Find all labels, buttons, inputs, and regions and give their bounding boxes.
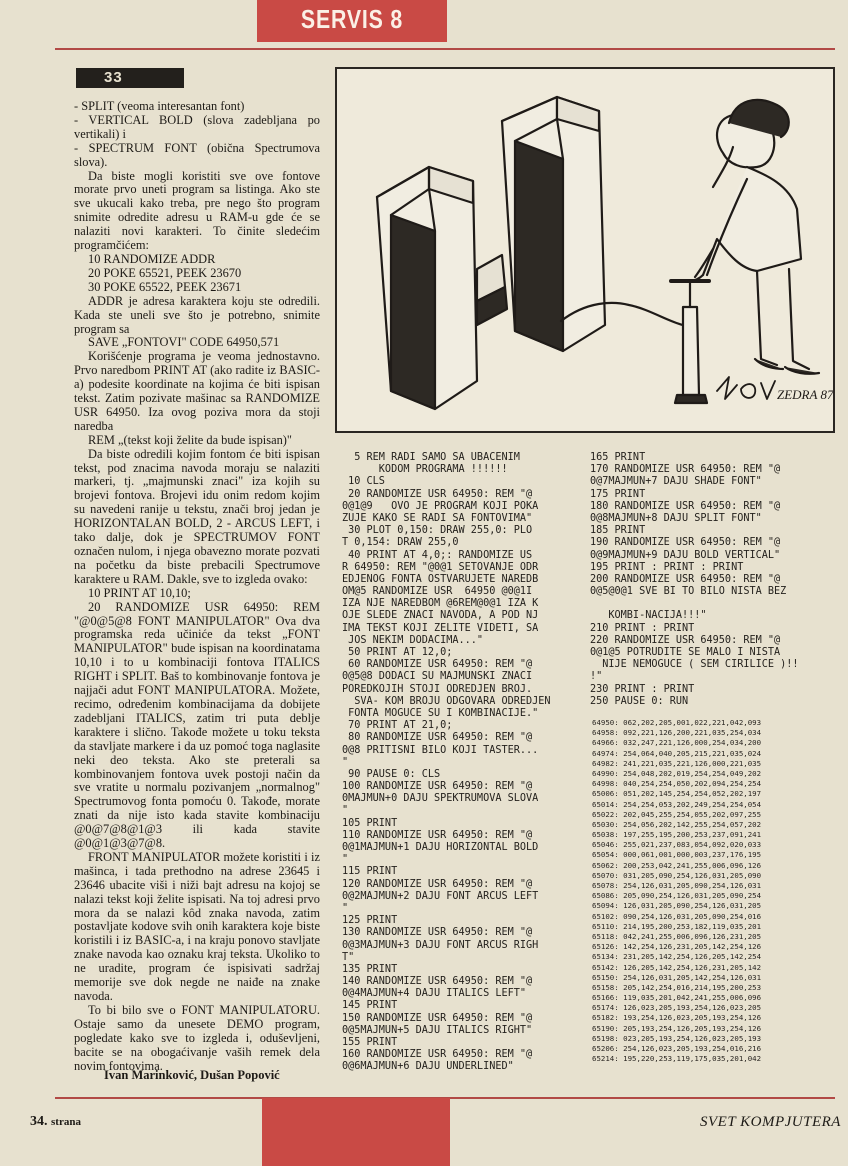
listing-line: 0@5@0@1 SVE BI TO BILO NISTA BEZ	[590, 586, 787, 598]
listing-line: KOMBI-NACIJA!!!"	[590, 610, 707, 622]
listing-line: OM@5 RANDOMIZE USR 64950 @0@1I	[342, 586, 533, 598]
section-number-badge: 33	[76, 68, 184, 88]
listing-line: 0@6MAJMUN+6 DAJU UNDERLINED"	[342, 1061, 514, 1073]
listing-line: 0@3MAJMUN+3 DAJU FONT ARCUS RIGH	[342, 939, 539, 951]
hex-dump-line: 65198: 023,205,193,254,126,023,205,193	[592, 1033, 762, 1043]
listing-line: 175 PRINT	[590, 488, 646, 500]
article-code-line: 10 RANDOMIZE ADDR	[88, 251, 216, 266]
article-code-line: REM „(tekst koji želite da bude ispisan)"	[88, 432, 292, 447]
listing-line: 170 RANDOMIZE USR 64950: REM "@	[590, 464, 781, 476]
hex-dump-line: 65166: 119,035,201,042,241,255,006,096	[592, 993, 762, 1003]
listing-line: 185 PRINT	[590, 525, 646, 537]
article-paragraph: Da biste odredili kojim fontom će biti ispisan tekst, pod znacima navoda moraju se nalaziti markeri, tj. „majmunski znaci" iza kojih su brojevi fontova. Brojevi idu onim redom kojim su navedeni ranije u tekstu, znači broj jedan je HORIZONTALAN BOLD, 2 - ARCUS LEFT, i tako dalje, dok je SPECTRUMOV FONT označen nulom, i njega obavezno morate pozvati na početku da biste prebacili Spectrumove karaktere u RAM. Dakle, sve to izgleda ovako:	[74, 446, 320, 586]
article-paragraph: Korišćenje programa je veoma jednostavno. Prvo naredbom PRINT AT (ako radite iz BASIC-a) podesite koordinate na kojima će biti ispisan tekst. Zatim pozivate mašinac sa RANDOMIZE USR 64950. Iza ovog poziva mora da stoji naredba	[74, 349, 320, 433]
hex-dump-line: 65006: 051,202,145,254,254,052,202,197	[592, 789, 762, 799]
article-paragraph: To bi bilo sve o FONT MANIPULATORU. Ostaje samo da unesete DEMO program, pogledate kako sve to izgleda i, oduševljeni, bacite se na obogaćivanje vaših remek dela novim fontovima.	[74, 1002, 320, 1073]
listing-line: FONTA MOGUCE SU I KOMBINACIJE."	[342, 707, 539, 719]
hex-dump-line: 65086: 205,090,254,126,031,205,090,254	[592, 891, 762, 901]
article-paragraph: FRONT MANIPULATOR možete koristiti i iz mašinca, i tada prethodno na adrese 23645 i 23646 ubacite viši i niži bajt adresu na kojoj se nalazi tekst koji želite ispisati. Na toj adresi prvo mora da se nalazi kôd znaka navoda, zatim postavljate kodove svih onih karaktera koje biste koristili i iz BASIC-a, i na kraju ponovo stavljate znake navoda kao oznaku kraj teksta. Ukoliko to ne uradite, program će ispisivati sadržaj memorije sve dok negde ne naiđe na znake navoda.	[74, 849, 320, 1003]
hex-dump-line: 65102: 090,254,126,031,205,090,254,016	[592, 911, 762, 921]
listing-line: 0@1@5 POTRUDITE SE MALO I NISTA	[590, 647, 781, 658]
listing-line: R 64950: REM "@0@1 SETOVANJE ODR	[342, 561, 539, 573]
article-code-line: 20 POKE 65521, PEEK 23670	[88, 265, 242, 280]
listing-line: 160 RANDOMIZE USR 64950: REM "@	[342, 1049, 533, 1061]
listing-line: 105 PRINT	[342, 817, 398, 829]
page-section-title: SERVIS 8	[300, 4, 404, 34]
listing-line: 125 PRINT	[342, 915, 398, 927]
listing-line: 130 RANDOMIZE USR 64950: REM "@	[342, 927, 533, 939]
hex-dump-line: 65190: 205,193,254,126,205,193,254,126	[592, 1023, 762, 1033]
listing-line: 80 RANDOMIZE USR 64950: REM "@	[342, 732, 533, 744]
hex-dump-line: 65062: 200,253,042,241,255,006,096,126	[592, 860, 762, 870]
page-number-value: 34.	[30, 1114, 48, 1129]
hex-dump-line: 65214: 195,220,253,119,175,035,201,042	[592, 1054, 762, 1064]
page-number-label: strana	[51, 1116, 81, 1128]
hex-dump-line: 65046: 255,021,237,083,054,092,020,033	[592, 840, 762, 850]
listing-line: T 0,154: DRAW 255,0	[342, 537, 459, 549]
listing-line: 60 RANDOMIZE USR 64950: REM "@	[342, 659, 533, 671]
listing-line: SVA- KOM BROJU ODGOVARA ODREDJEN	[342, 695, 551, 707]
hex-dump-line: 65070: 031,205,090,254,126,031,205,090	[592, 870, 762, 880]
listing-line: 115 PRINT	[342, 866, 398, 878]
listing-line	[590, 598, 835, 610]
listing-line: "	[342, 756, 349, 768]
listing-line: "	[342, 854, 349, 866]
hex-dump-line: 65158: 205,142,254,016,214,195,200,253	[592, 982, 762, 992]
listing-line: 145 PRINT	[342, 1000, 398, 1012]
listing-line: KODOM PROGRAMA !!!!!!	[342, 464, 508, 476]
basic-listing-column-right	[590, 452, 835, 708]
listing-line: 30 PLOT 0,150: DRAW 255,0: PLO	[342, 525, 533, 537]
listing-line: 165 PRINT	[590, 452, 646, 463]
hex-dump-line: 65014: 254,254,053,202,249,254,254,054	[592, 799, 762, 809]
listing-line: 20 RANDOMIZE USR 64950: REM "@	[342, 488, 533, 500]
cartoon-drawing	[337, 69, 833, 431]
hex-dump-line: 65078: 254,126,031,205,090,254,126,031	[592, 881, 762, 890]
article-paragraph: - SPECTRUM FONT (obična Spectrumova slova).	[74, 140, 320, 169]
listing-line: 0@2MAJMUN+2 DAJU FONT ARCUS LEFT	[342, 890, 539, 902]
listing-line: 0@8 PRITISNI BILO KOJI TASTER...	[342, 744, 539, 756]
hex-dump-listing	[592, 718, 835, 1064]
listing-line: 40 PRINT AT 4,0;: RANDOMIZE US	[342, 549, 533, 561]
listing-line: 180 RANDOMIZE USR 64950: REM "@	[590, 500, 781, 512]
basic-listing-column-left	[342, 452, 582, 1074]
listing-line: 50 PRINT AT 12,0;	[342, 647, 453, 658]
article-code-line: 30 POKE 65522, PEEK 23671	[88, 279, 242, 294]
article-paragraph: ADDR je adresa karaktera koju ste odredili. Kada ste uneli sve što je potrebno, snimite program sa	[74, 293, 320, 336]
listing-line: OJE SLEDE ZNACI NAVODA, A POD NJ	[342, 610, 539, 622]
hex-dump-line: 65110: 214,195,200,253,182,119,035,201	[592, 921, 762, 931]
listing-line: "	[342, 902, 349, 914]
page-number	[30, 1114, 81, 1130]
listing-line: T"	[342, 951, 355, 963]
listing-line: NIJE NEMOGUCE ( SEM CIRILICE )!!	[590, 659, 799, 671]
listing-line: 210 PRINT : PRINT	[590, 622, 695, 634]
header-rule	[55, 48, 835, 50]
listing-line: 150 RANDOMIZE USR 64950: REM "@	[342, 1012, 533, 1024]
article-paragraph: - VERTICAL BOLD (slova zadebljana po vertikali) i	[74, 112, 320, 141]
hex-dump-line: 64990: 254,048,202,019,254,254,049,202	[592, 768, 762, 778]
listing-line: EDJENOG FONTA OSTVARUJETE NAREDB	[342, 573, 539, 585]
listing-line: 100 RANDOMIZE USR 64950: REM "@	[342, 781, 533, 793]
hex-dump-line: 65142: 126,205,142,254,126,231,205,142	[592, 962, 762, 972]
hex-dump-line: 65150: 254,126,031,205,142,254,126,031	[592, 972, 762, 982]
listing-line: JOS NEKIM DODACIMA..."	[342, 634, 484, 646]
magazine-title: SVET KOMPJUTERA	[700, 1114, 841, 1130]
article-paragraph: - SPLIT (veoma interesantan font)	[74, 99, 245, 113]
listing-line: 70 PRINT AT 21,0;	[342, 720, 453, 732]
hex-dump-line: 65038: 197,255,195,200,253,237,091,241	[592, 830, 762, 840]
hex-dump-line: 65118: 042,241,255,006,096,126,231,205	[592, 931, 762, 941]
listing-line: 0MAJMUN+0 DAJU SPEKTRUMOVA SLOVA	[342, 793, 539, 805]
hex-dump-line: 65030: 254,056,202,142,255,254,057,202	[592, 819, 762, 829]
listing-line: 190 RANDOMIZE USR 64950: REM "@	[590, 537, 781, 549]
hex-dump-line: 65206: 254,126,023,205,193,254,016,216	[592, 1044, 762, 1053]
hex-dump-line: 65022: 202,045,255,254,055,202,097,255	[592, 809, 762, 819]
listing-line: 140 RANDOMIZE USR 64950: REM "@	[342, 976, 533, 988]
listing-line: 155 PRINT	[342, 1037, 398, 1048]
listing-line: 90 PAUSE 0: CLS	[342, 768, 441, 780]
hex-dump-line: 64974: 254,064,040,205,215,221,035,024	[592, 748, 762, 758]
hex-dump-line: 65134: 231,205,142,254,126,205,142,254	[592, 952, 762, 962]
article-paragraph: Da biste mogli koristiti sve ove fontove morate prvo uneti program sa listinga. Ako ste sve ukucali kako treba, pre nego što program snimite odredite adresu u RAM-u gde će se nalaziti novi karakteri. To činite sledećim programčićem:	[74, 168, 320, 253]
listing-line: 0@1MAJMUN+1 DAJU HORIZONTAL BOLD	[342, 842, 539, 853]
footer-band	[262, 1098, 450, 1166]
listing-line: 0@8MAJMUN+8 DAJU SPLIT FONT"	[590, 512, 762, 524]
listing-line: 230 PRINT : PRINT	[590, 683, 695, 695]
listing-line: 5 REM RADI SAMO SA UBACENIM	[342, 452, 520, 463]
article-body	[74, 100, 320, 1073]
hex-dump-line: 64982: 241,221,035,221,126,000,221,035	[592, 758, 762, 768]
hex-dump-line: 64958: 092,221,126,200,221,035,254,034	[592, 728, 762, 738]
listing-line: 110 RANDOMIZE USR 64950: REM "@	[342, 829, 533, 841]
listing-line: ZUJE KAKO SE RADI SA FONTOVIMA"	[342, 512, 533, 524]
listing-line: 200 RANDOMIZE USR 64950: REM "@	[590, 573, 781, 585]
listing-line: 135 PRINT	[342, 963, 398, 975]
listing-line: 0@4MAJMUN+4 DAJU ITALICS LEFT"	[342, 988, 527, 1000]
listing-line: 220 RANDOMIZE USR 64950: REM "@	[590, 634, 781, 646]
listing-line: IZA NJE NAREDBOM @6REM@0@1 IZA K	[342, 598, 539, 610]
cartoon-illustration	[335, 67, 835, 433]
hex-dump-line: 65094: 126,031,205,090,254,126,031,205	[592, 901, 762, 911]
listing-line: !"	[590, 671, 603, 683]
illustration-signature: ZEDRA 87	[777, 387, 833, 402]
listing-line: 120 RANDOMIZE USR 64950: REM "@	[342, 878, 533, 890]
hex-dump-line: 65182: 193,254,126,023,205,193,254,126	[592, 1013, 762, 1023]
listing-line: 0@5MAJMUN+5 DAJU ITALICS RIGHT"	[342, 1024, 533, 1036]
listing-line: 0@9MAJMUN+9 DAJU BOLD VERTICAL"	[590, 549, 781, 561]
listing-line: "	[342, 805, 349, 817]
listing-line: 250 PAUSE 0: RUN	[590, 695, 689, 707]
listing-line: 195 PRINT : PRINT : PRINT	[590, 561, 744, 573]
hex-dump-line: 65126: 142,254,126,231,205,142,254,126	[592, 942, 762, 952]
listing-line: 0@1@9 OVO JE PROGRAM KOJI POKA	[342, 500, 539, 512]
article-code-line: 10 PRINT AT 10,10;	[88, 585, 191, 600]
hex-dump-line: 64966: 032,247,221,126,000,254,034,200	[592, 738, 762, 748]
listing-line: 0@5@8 DODACI SU MAJMUNSKI ZNACI	[342, 671, 533, 683]
hex-dump-line: 65054: 000,061,001,000,003,237,176,195	[592, 850, 762, 860]
hex-dump-line: 64950: 062,202,205,001,022,221,042,093	[592, 718, 762, 727]
listing-line: POREDKOJIH STOJI ODREDJEN BROJ.	[342, 683, 533, 695]
listing-line: IMA TEKST KOJI ZELITE VIDETI, SA	[342, 622, 539, 634]
listing-line: 10 CLS	[342, 476, 385, 488]
article-code-line: SAVE „FONTOVI" CODE 64950,571	[88, 335, 280, 350]
hex-dump-line: 65174: 126,023,205,193,254,126,023,205	[592, 1003, 762, 1013]
hex-dump-line: 64998: 040,254,254,050,202,094,254,254	[592, 779, 762, 789]
article-paragraph: 20 RANDOMIZE USR 64950: REM "@0@5@8 FONT MANIPULATOR" Ova dva programska reda učiniće da tekst „FONT MANIPULATOR" bude ispisan na koordinatama 10,10 i to u kombinaciji fontova ITALICS RIGHT i SPLIT. Baš to kombinovanje fontova je najjači adut FONT MANIPULATORA. Možete, recimo, određenim kombinacijama da dobijete zadebljani ITALICS, zatim tri puta deblje karaktere i slično. Takođe možete u toku teksta da stavljate markere i da uz pomoć toga naglasite neki deo teksta. Ako ste preterali sa kombinovanjem fontova uvek postoji način da sve vratite u normalu pozivanjem „normalnog" Spectrumovog fonta pomoću 0. Takođe, morate znati da nije isto kada stavite kombinaciju @0@7@8@1@3 ili kada stavite @0@1@3@7@8.	[74, 599, 320, 851]
article-authors: Ivan Marinković, Dušan Popović	[104, 1068, 280, 1082]
listing-line: 0@7MAJMUN+7 DAJU SHADE FONT"	[590, 476, 762, 488]
